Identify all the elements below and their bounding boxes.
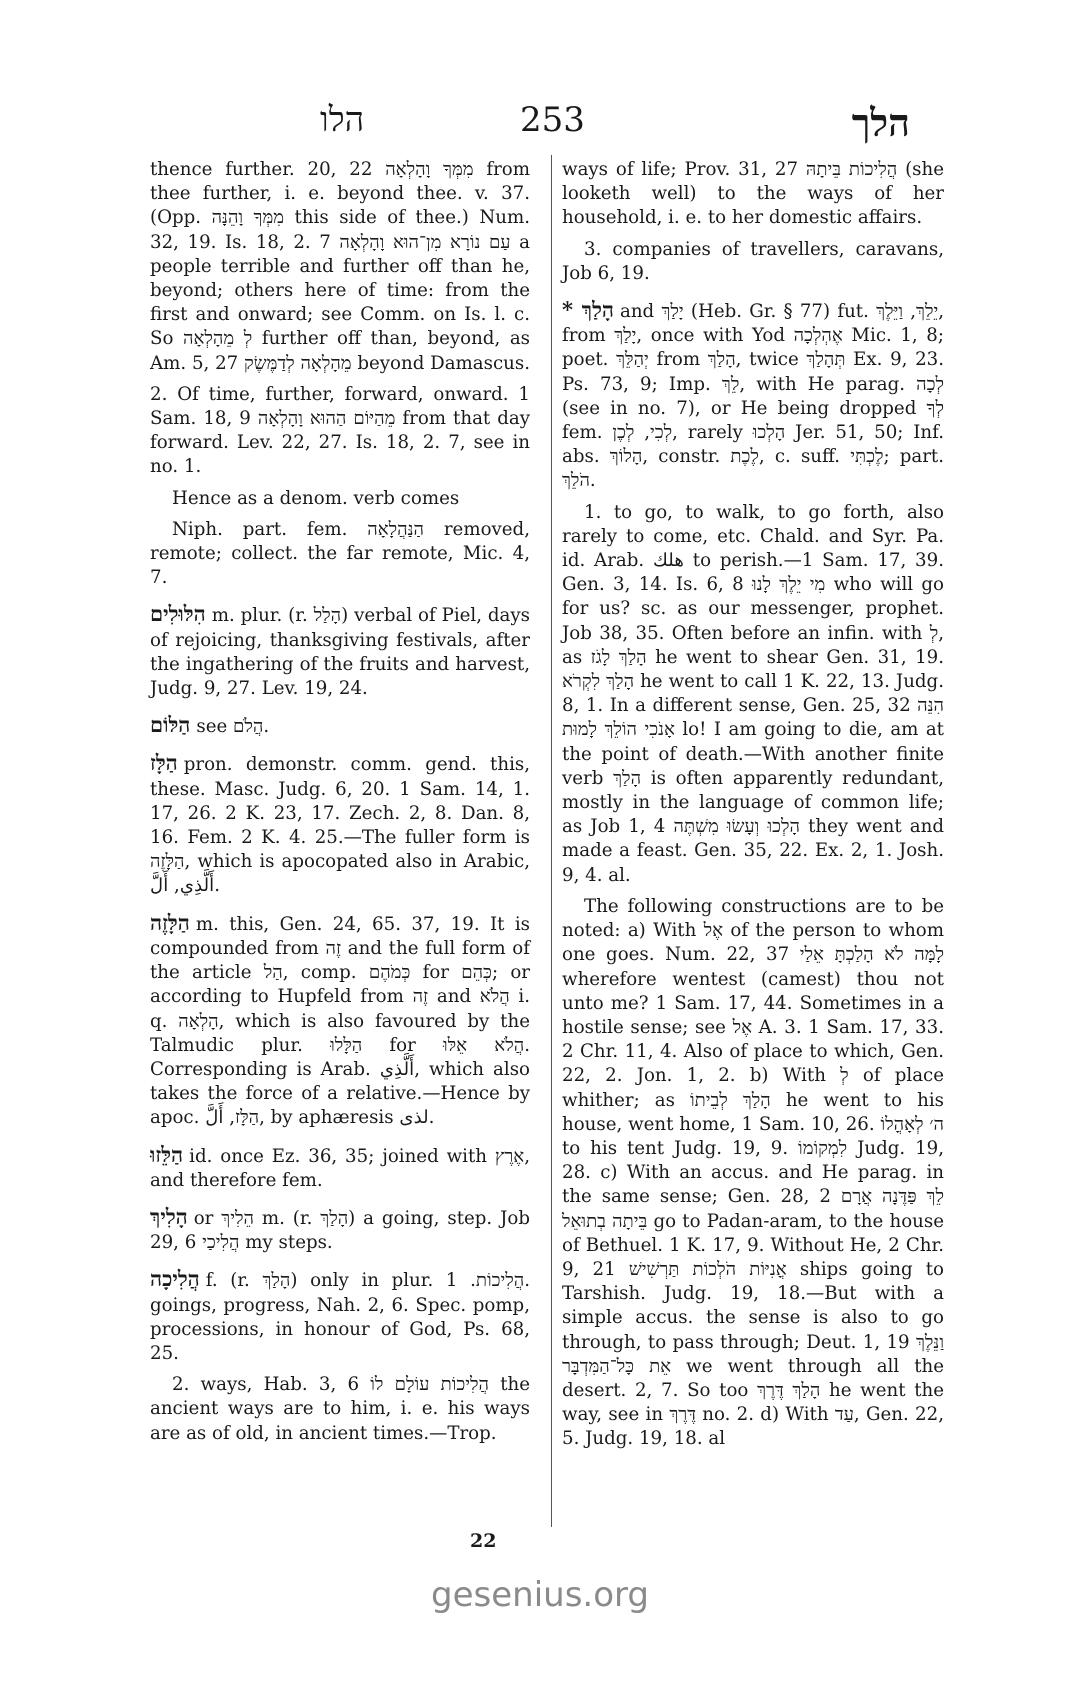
paragraph: ways of life; Prov. 31, 27 הֲלִיכוֹת בֵּיתָהּ (she looketh well) to the ways of her household, i. e. to her domestic affairs. [562,159,944,229]
entry-text: f. (r. הָלַךְ) only in plur. הֲלִיכוֹת. 1. goings, progress, Nah. 2, 6. Spec. pomp, processions, in honour of God, Ps. 68, 25. [150,1270,531,1364]
right-column [562,158,944,1459]
dictionary-entry [150,713,530,739]
dictionary-entry [150,1143,530,1193]
entry-text: m. plur. (r. הָלַל) verbal of Piel, days of rejoicing, thanksgiving festivals, after the ingathering of the fruits and harvest, Judg. 9, 27. Lev. 19, 24. [150,605,531,700]
paragraph: 1. to go, to walk, to go forth, also rarely to come, etc. Chald. and Syr. Pa. id. Arab. هلك to perish.—1 Sam. 17, 39. Gen. 3, 14. Is. 6, 8 מִי יֵלֶךְ לָנוּ who will go for us? sc. as our messenger, prophet. Job 38, 35. Often before an infin. with לְ, as הָלַךְ לָגֹז he went to shear Gen. 31, 19. הָלַךְ לִקְרֹא he went to call 1 K. 22, 13. Judg. 8, 1. In a different sense, Gen. 25, 32 הִנֵּה אָנֹכִי הוֹלֵךְ לָמוּת lo! I am going to die, am at the point of death.—With another finite verb הָלַךְ is often apparently redundant, mostly in the language of common life; as Job 1, 4 הָלְכוּ וְעָשׂוּ מִשְׁתֶּה they went and made a feast. Gen. 35, 22. Ex. 2, 1. Josh. 9, 4. al. [562,501,944,886]
entry-headword: הַלָּזֶה [150,909,190,935]
left-column [150,158,530,1453]
entry-headword: * הָלַךְ [562,297,614,323]
entry-text: and יָלַךְ (Heb. Gr. § 77) fut. יֵלֵךְ, וַיֵּלֶךְ, from יָלַךְ, once with Yod אֶהְלְכָה Mic. 1, 8; poet. יְהַלֵּךְ from הָלַךְ, twice תְּהָלַךְ Ex. 9, 23. Ps. 73, 9; Imp. לֵךְ, with He parag. לְכָה (see in no. 7), or He being dropped לְךָ fem. לְכִי, לְכֶן, rarely הָלְכוּ Jer. 51, 50; Inf. abs. הָלוֹךְ, constr. לֶכֶת, c. suff. לֶכְתִּי; part. הֹלֵךְ. [562,301,945,492]
entry-headword: הִלּוּלִים [150,601,206,627]
page-number: 253 [520,100,585,140]
right-guide-word: הלך [851,100,910,145]
dictionary-entry [150,1267,530,1366]
dictionary-entry [150,1205,530,1255]
paragraph: 2. Of time, further, forward, onward. 1 Sam. 18, 9 מֵהַיּוֹם הַהוּא וָהָלְאָה from that day forward. Lev. 22, 27. Is. 18, 2. 7, see in no. 1. [150,383,530,478]
left-guide-word: הלו [320,100,365,140]
dictionary-entry [150,911,530,1131]
entry-text: m. this, Gen. 24, 65. 37, 19. It is compounded from זֶה and the full form of the article הַל, comp. כְּמֹהֶם for כְּהֵם; or according to Hupfeld from זֶה and הֲלֹא i. q. הָלְאָה, which is also favoured by the Talmudic plur. הַלָּלוּ for הֲלֹא אֵלּוּ. Corresponding is Arab. أَلَّذِي, which also takes the force of a relative.—Hence by apoc. הַלָּז, أَلَّ, by aphæresis لذى. [150,913,530,1129]
paragraph: The following constructions are to be noted: a) With אֶל of the person to whom one goes. Num. 22, 37 לָמָּה לֹא הָלַכְתָּ אֵלַי wherefore wentest (camest) thou not unto me? 1 Sam. 17, 44. Sometimes in a hostile sense; see אֶל A. 3. 1 Sam. 17, 33. 2 Chr. 11, 4. Also of place to which, Gen. 22, 2. Jon. 1, 2. b) With לְ of place whither; as הָלַךְ לְבֵיתוֹ he went to his house, went home, 1 Sam. 10, 26. ה׳ לְאָהֳלוֹ to his tent Judg. 19, 9. לִמְקוֹמוֹ Judg. 19, 28. c) With an accus. and He parag. in the same sense; Gen. 28, 2 לֵךְ פַּדֶּנָה אֲרָם בֵּיתָה בְתוּאֵל go to Padan-aram, to the house of Bethuel. 1 K. 17, 9. Without He, 2 Chr. 9, 21 אֳנִיּוֹת הֹלְכוֹת תַּרְשִׁישׁ ships going to Tarshish. Judg. 19, 18.—But with a simple accus. the sense is also to go through, to pass through; Deut. 1, 19 וַנֵּלֶךְ אֵת כָּל־הַמִּדְבָּר we went through all the desert. 2, 7. So too הָלַךְ דֶּרֶךְ he went the way, see in דֶּרֶךְ no. 2. d) With עַד, Gen. 22, 5. Judg. 19, 18. al [562,895,945,1450]
entry-headword: הָלִיךְ [150,1203,188,1229]
entry-text: id. once Ez. 36, 35; joined with אֶרֶץ, and therefore fem. [150,1145,530,1191]
entry-headword: הַלּוֹם [150,712,191,738]
page-header [150,100,950,150]
dictionary-entry [562,298,944,494]
paragraph: 3. companies of travellers, caravans, Job 6, 19. [562,238,944,284]
entry-headword: הֲלִיכָה [150,1266,200,1292]
paragraph: Hence as a denom. verb comes [172,487,460,509]
paragraph: thence further. 20, 22 מִמְּךָ וָהָלְאָה from thee further, i. e. beyond thee. v. 37. (Opp. מִמְּךָ וָהֵנָּה this side of thee.) Num. 32, 19. Is. 18, 2. 7 עַם נוֹרָא מִן־הוּא וָהָלְאָה a people terrible and further off than he, beyond; others here of time: from the first and onward; see Comm. on Is. l. c. So לְ מֵהָלְאָה further off than, beyond, as Am. 5, 27 מֵהָלְאָה לְדַמֶּשֶׂק beyond Damascus. [150,159,531,374]
paragraph: Niph. part. fem. הַנַּהֲלָאָה removed, remote; collect. the far remote, Mic. 4, 7. [150,518,530,589]
entry-headword: הַלֵּזוּ [150,1141,184,1167]
entry-headword: הַלָּז [150,750,178,776]
entry-text: pron. demonstr. comm. gend. this, these. Masc. Judg. 6, 20. 1 Sam. 14, 1. 17, 26. 2 K. 23, 17. Zech. 2, 8. Dan. 8, 16. Fem. 2 K. 4. 25.—The fuller form is הַלָּזֶה, which is apocopated also in Arabic, أَلَّذِي, أَلَّ. [150,754,530,897]
paragraph: 2. ways, Hab. 3, 6 הֲלִיכוֹת עוֹלָם לוֹ the ancient ways are to him, i. e. his ways are as of old, in ancient times.—Trop. [150,1374,530,1444]
dictionary-entry [150,602,530,701]
entry-text: see הֲלֹם. [196,716,270,738]
site-watermark: gesenius.org [431,1575,649,1615]
signature-mark: 22 [470,1530,497,1552]
entry-text: or הֵלִיךְ m. (r. הָלַךְ) a going, step. Job 29, 6 הֲלִיכַי my steps. [150,1207,530,1254]
column-divider [551,155,552,1527]
dictionary-entry [150,751,530,898]
